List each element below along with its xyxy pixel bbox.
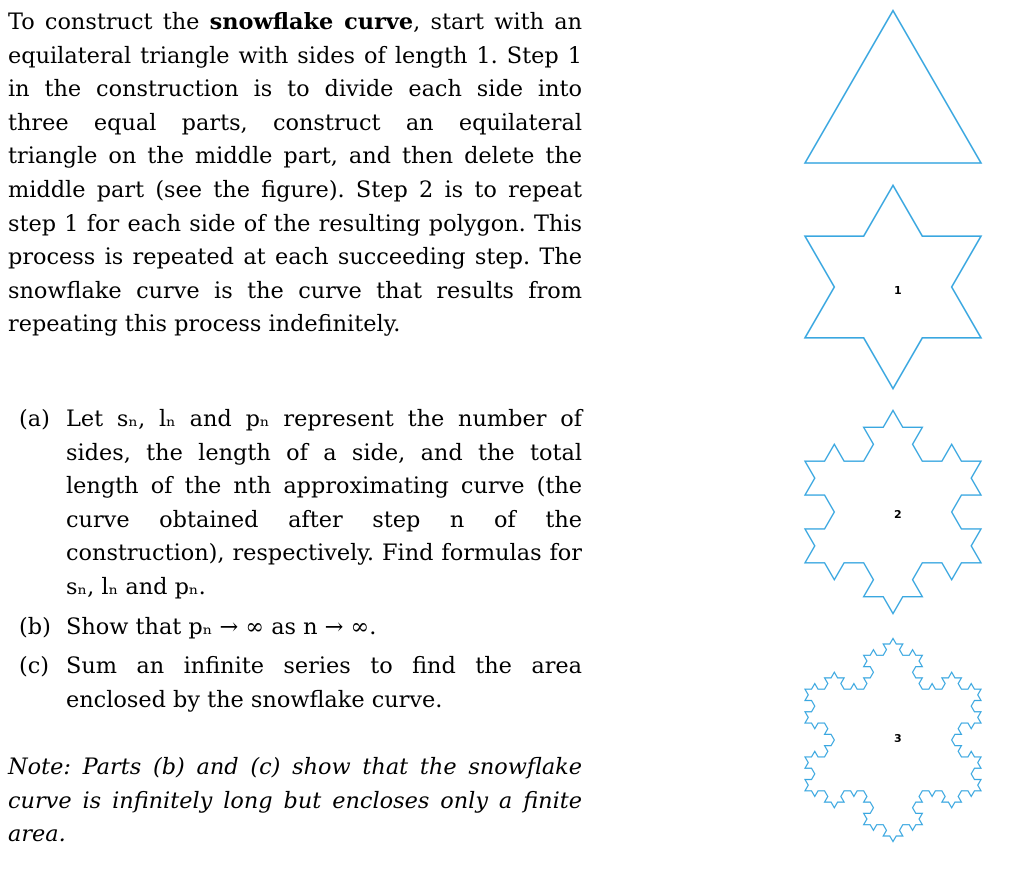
part-b-text: Show that pₙ → ∞ as n → ∞. (66, 613, 377, 640)
part-b-label: (b) (19, 613, 51, 640)
stage-3-label: 3 (894, 732, 902, 745)
problem-text (8, 6, 582, 874)
snowflake-stage-1 (805, 185, 981, 388)
intro-paragraph (8, 6, 582, 342)
part-a-label: (a) (19, 405, 50, 432)
part-a-text: Let sₙ, lₙ and pₙ represent the number of sides, the length of a side, and the total length of the nth approximating curve (the curve obtained after step n of the construction), respectively. Find formulas for sₙ, lₙ and pₙ. (66, 405, 582, 600)
note-paragraph: Note: Parts (b) and (c) show that the snowflake curve is infinitely long but encloses only a finite area. (8, 754, 582, 848)
intro-rest: , start with an equilateral triangle with sides of length 1. Step 1 in the construction is to divide each side into three equal parts, construct an equilateral triangle on the middle part, and then delete the middle part (see the figure). Step 2 is to repeat step 1 for each side of the resulting polygon. This process is repeated at each succeeding step. The snowflake curve is the curve that results from repeating this process indefinitely. (8, 9, 582, 338)
snowflake-figure (790, 0, 1000, 875)
stage-2-label: 2 (894, 508, 902, 521)
intro-start: To construct the (8, 9, 210, 35)
intro-bold-term: snowflake curve (209, 9, 414, 35)
part-c (8, 650, 582, 717)
snowflake-stage-0 (805, 11, 981, 163)
part-b (8, 611, 582, 645)
parts-list (8, 403, 582, 717)
snowflake-figure-svg (790, 0, 1000, 875)
stage-1-label: 1 (894, 284, 902, 297)
snowflake-stage-3 (805, 638, 981, 841)
part-c-text: Sum an infinite series to find the area enclosed by the snowflake curve. (66, 653, 582, 713)
part-a (8, 403, 582, 605)
part-c-label: (c) (19, 653, 50, 680)
snowflake-stage-2 (805, 410, 981, 613)
